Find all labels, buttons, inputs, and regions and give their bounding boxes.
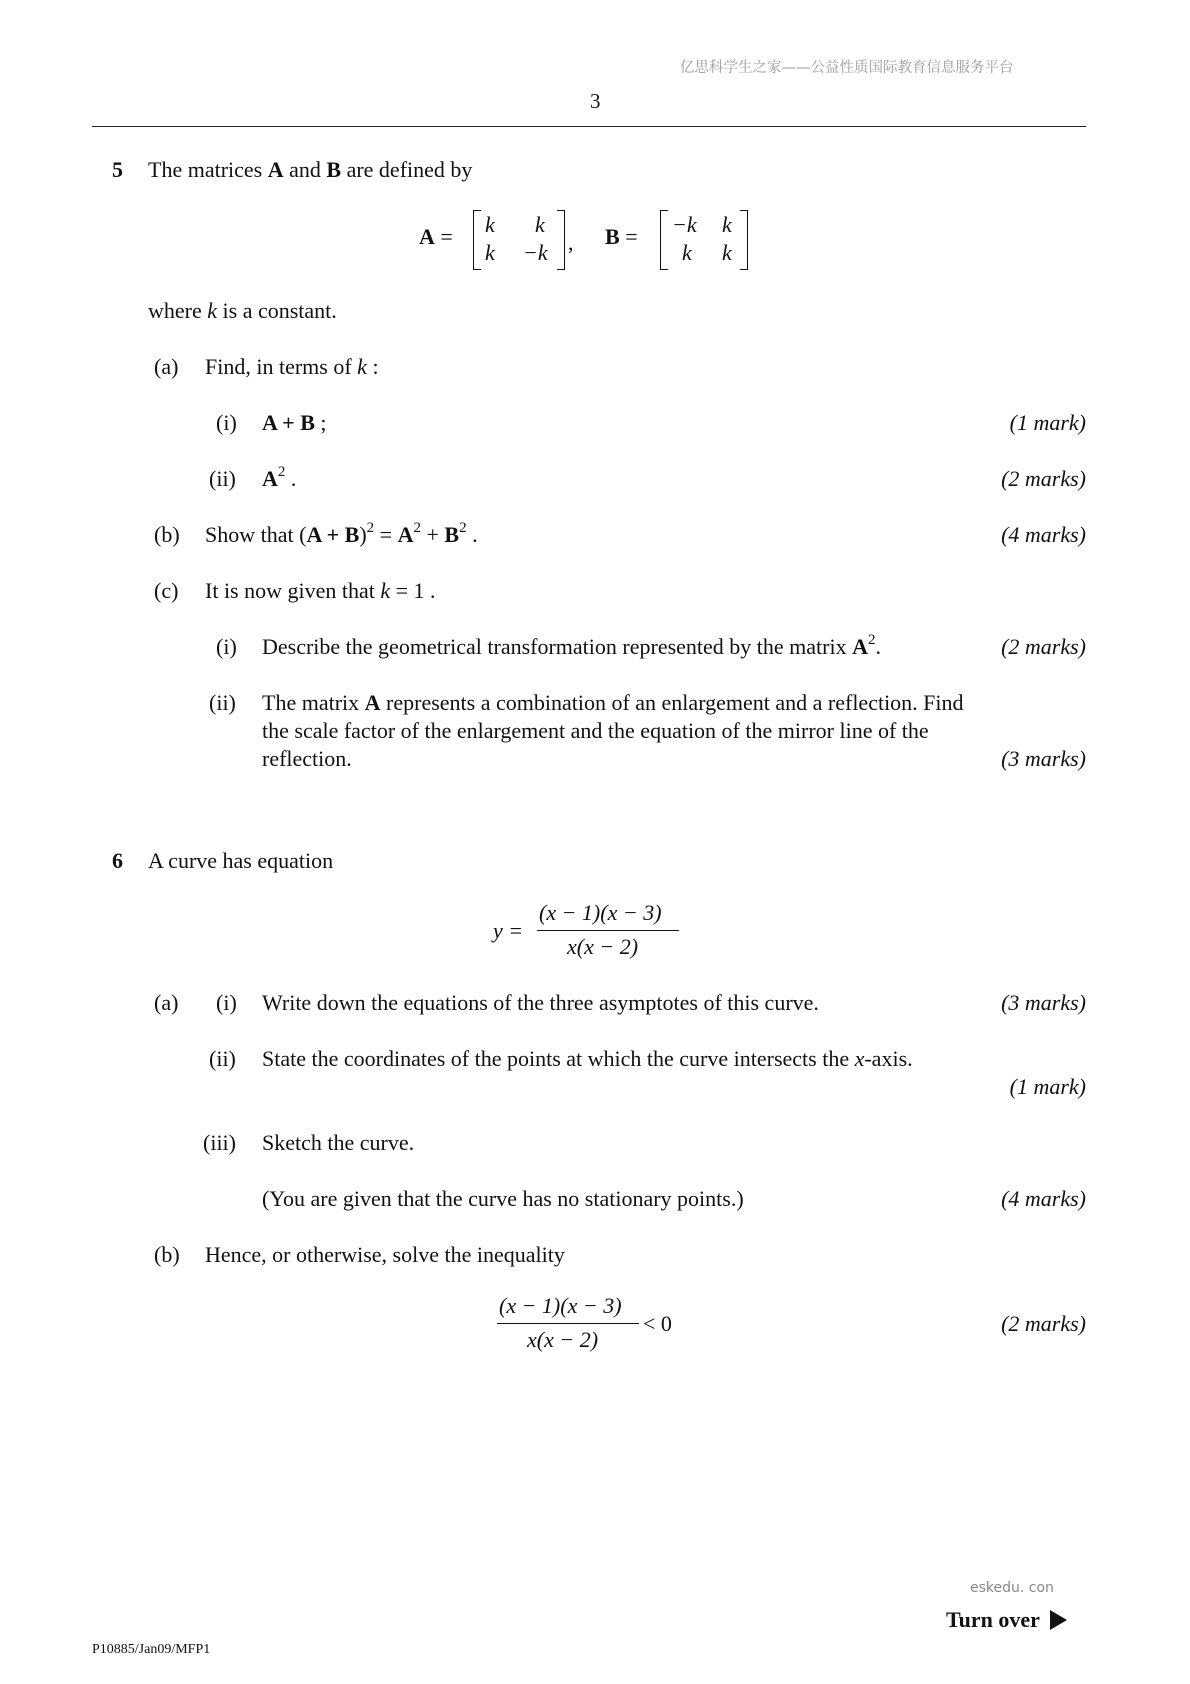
intro-text: are defined by [341, 157, 473, 182]
part-text: Describe the geometrical transformation represented by the matrix [262, 634, 853, 659]
part-5aii-text [262, 466, 296, 492]
part-6aiii-label: (iii) [203, 1130, 236, 1155]
intro-text: and [283, 157, 327, 182]
part-5cii-label: (ii) [209, 690, 236, 715]
part-6ai-text: Write down the equations of the three asymptotes of this curve. [262, 990, 819, 1015]
part-5cii-line3: reflection. [262, 746, 352, 771]
part-5cii-line1 [262, 690, 964, 716]
superscript: 2 [459, 520, 467, 536]
part-6b-text: Hence, or otherwise, solve the inequality [205, 1242, 565, 1267]
bracket-left [473, 210, 481, 270]
question-5-intro [148, 157, 472, 183]
superscript: 2 [868, 632, 876, 648]
matrix-b-cell-22: k [722, 240, 732, 265]
where-k-constant [148, 298, 337, 324]
paren: ) [359, 522, 367, 547]
k-symbol: k [380, 578, 391, 603]
part-5aii-label: (ii) [209, 466, 236, 491]
right-triangle-icon [1050, 1610, 1067, 1630]
turn-over [946, 1607, 1067, 1633]
part-6a-label: (a) [154, 990, 179, 1015]
matrix-a-label [419, 224, 453, 250]
question-6-number: 6 [112, 848, 123, 873]
part-6aii-marks: (1 mark) [1009, 1074, 1086, 1099]
where-text: is a constant. [217, 298, 337, 323]
matrix-b [660, 210, 748, 268]
part-6ai-marks: (3 marks) [1001, 990, 1086, 1015]
matrix-a-cell-11: k [485, 212, 495, 237]
a-symbol: A [364, 690, 381, 715]
equation-denominator: x(x − 2) [567, 934, 639, 959]
part-5a-text [205, 354, 379, 380]
part-5a-label: (a) [154, 354, 179, 379]
equals-sign: = [374, 522, 398, 547]
superscript: 2 [366, 520, 375, 536]
matrix-b-ref: B [326, 157, 342, 182]
part-5b-marks: (4 marks) [1001, 522, 1086, 547]
equation-y: y = [493, 918, 524, 943]
matrix-a-symbol: A [419, 224, 435, 249]
part-text: Show that ( [205, 522, 307, 547]
part-6aiii-note: (You are given that the curve has no stationary points.) [262, 1186, 744, 1211]
part-6b-label: (b) [154, 1242, 180, 1267]
inequality-numerator: (x − 1)(x − 3) [499, 1293, 622, 1318]
part-5c-label: (c) [154, 578, 179, 603]
part-5ci-label: (i) [216, 634, 237, 659]
part-6aii-label: (ii) [209, 1046, 236, 1071]
matrix-a-ref: A [267, 157, 284, 182]
page-number: 3 [590, 89, 601, 113]
fraction-bar [497, 1323, 639, 1324]
matrix-comma: , [568, 230, 574, 255]
a-symbol: A [852, 634, 868, 659]
a-plus-b: A + B [306, 522, 360, 547]
superscript: 2 [413, 520, 421, 536]
a-symbol: A [397, 522, 414, 547]
b-symbol: B [444, 522, 460, 547]
part-6b-marks: (2 marks) [1001, 1311, 1086, 1336]
question-6-intro: A curve has equation [148, 848, 334, 873]
part-text: State the coordinates of the points at which the curve intersects the [262, 1046, 855, 1071]
matrix-a-cell-22: −k [523, 240, 548, 265]
header-watermark: 亿思科学生之家——公益性质国际教育信息服务平台 [680, 60, 1014, 76]
superscript: 2 [277, 464, 286, 480]
part-5b-text [205, 522, 478, 548]
bracket-left [660, 210, 668, 270]
part-5b-label: (b) [154, 522, 180, 547]
turn-over-label: Turn over [946, 1607, 1040, 1632]
equals-sign: = [625, 224, 638, 249]
eskedu-watermark: eskedu. con [970, 1580, 1054, 1596]
matrix-a [473, 210, 565, 268]
part-5ai-label: (i) [216, 410, 237, 435]
part-text: It is now given that [205, 578, 381, 603]
header-rule [92, 126, 1086, 127]
intro-text: The matrices [148, 157, 268, 182]
part-text: The matrix [262, 690, 365, 715]
matrix-b-symbol: B [605, 224, 620, 249]
part-text: -axis. [864, 1046, 913, 1071]
part-6aiii-marks: (4 marks) [1001, 1186, 1086, 1211]
matrix-b-cell-21: k [682, 240, 692, 265]
bracket-right [740, 210, 748, 270]
question-5-number: 5 [112, 157, 123, 182]
plus-sign: + [420, 522, 445, 547]
matrix-b-label [605, 224, 638, 250]
matrix-a-cell-21: k [485, 240, 495, 265]
part-6aiii-text: Sketch the curve. [262, 1130, 415, 1155]
punctuation: . [875, 634, 881, 659]
inequality-relation: < 0 [643, 1311, 672, 1336]
matrix-a-cell-12: k [535, 212, 545, 237]
equation-numerator: (x − 1)(x − 3) [539, 900, 662, 925]
part-text: Find, in terms of [205, 354, 358, 379]
matrix-b-cell-11: −k [672, 212, 697, 237]
part-text: = 1 . [390, 578, 436, 603]
punctuation: . [285, 466, 297, 491]
part-5cii-marks: (3 marks) [1001, 746, 1086, 771]
where-text: where [148, 298, 208, 323]
part-5ai-text [262, 410, 327, 436]
part-text: : [366, 354, 379, 379]
punctuation: . [466, 522, 478, 547]
paper-code: P10885/Jan09/MFP1 [92, 1642, 211, 1657]
part-5ci-marks: (2 marks) [1001, 634, 1086, 659]
punctuation: ; [314, 410, 327, 435]
part-5c-text [205, 578, 436, 604]
part-text: represents a combination of an enlargement and a reflection. Find [380, 690, 964, 715]
inequality-denominator: x(x − 2) [527, 1327, 599, 1352]
a-symbol: A [262, 466, 278, 491]
part-5aii-marks: (2 marks) [1001, 466, 1086, 491]
matrix-b-cell-12: k [722, 212, 732, 237]
fraction-bar [537, 930, 679, 931]
k-symbol: k [207, 298, 218, 323]
part-5ci-text [262, 634, 881, 660]
part-6ai-label: (i) [216, 990, 237, 1015]
a-plus-b: A + B [262, 410, 315, 435]
x-symbol: x [854, 1046, 865, 1071]
bracket-right [557, 210, 565, 270]
part-5cii-line2: the scale factor of the enlargement and the equation of the mirror line of the [262, 718, 929, 743]
part-6aii-text [262, 1046, 913, 1072]
part-5ai-marks: (1 mark) [1009, 410, 1086, 435]
k-symbol: k [357, 354, 367, 379]
equals-sign: = [440, 224, 453, 249]
